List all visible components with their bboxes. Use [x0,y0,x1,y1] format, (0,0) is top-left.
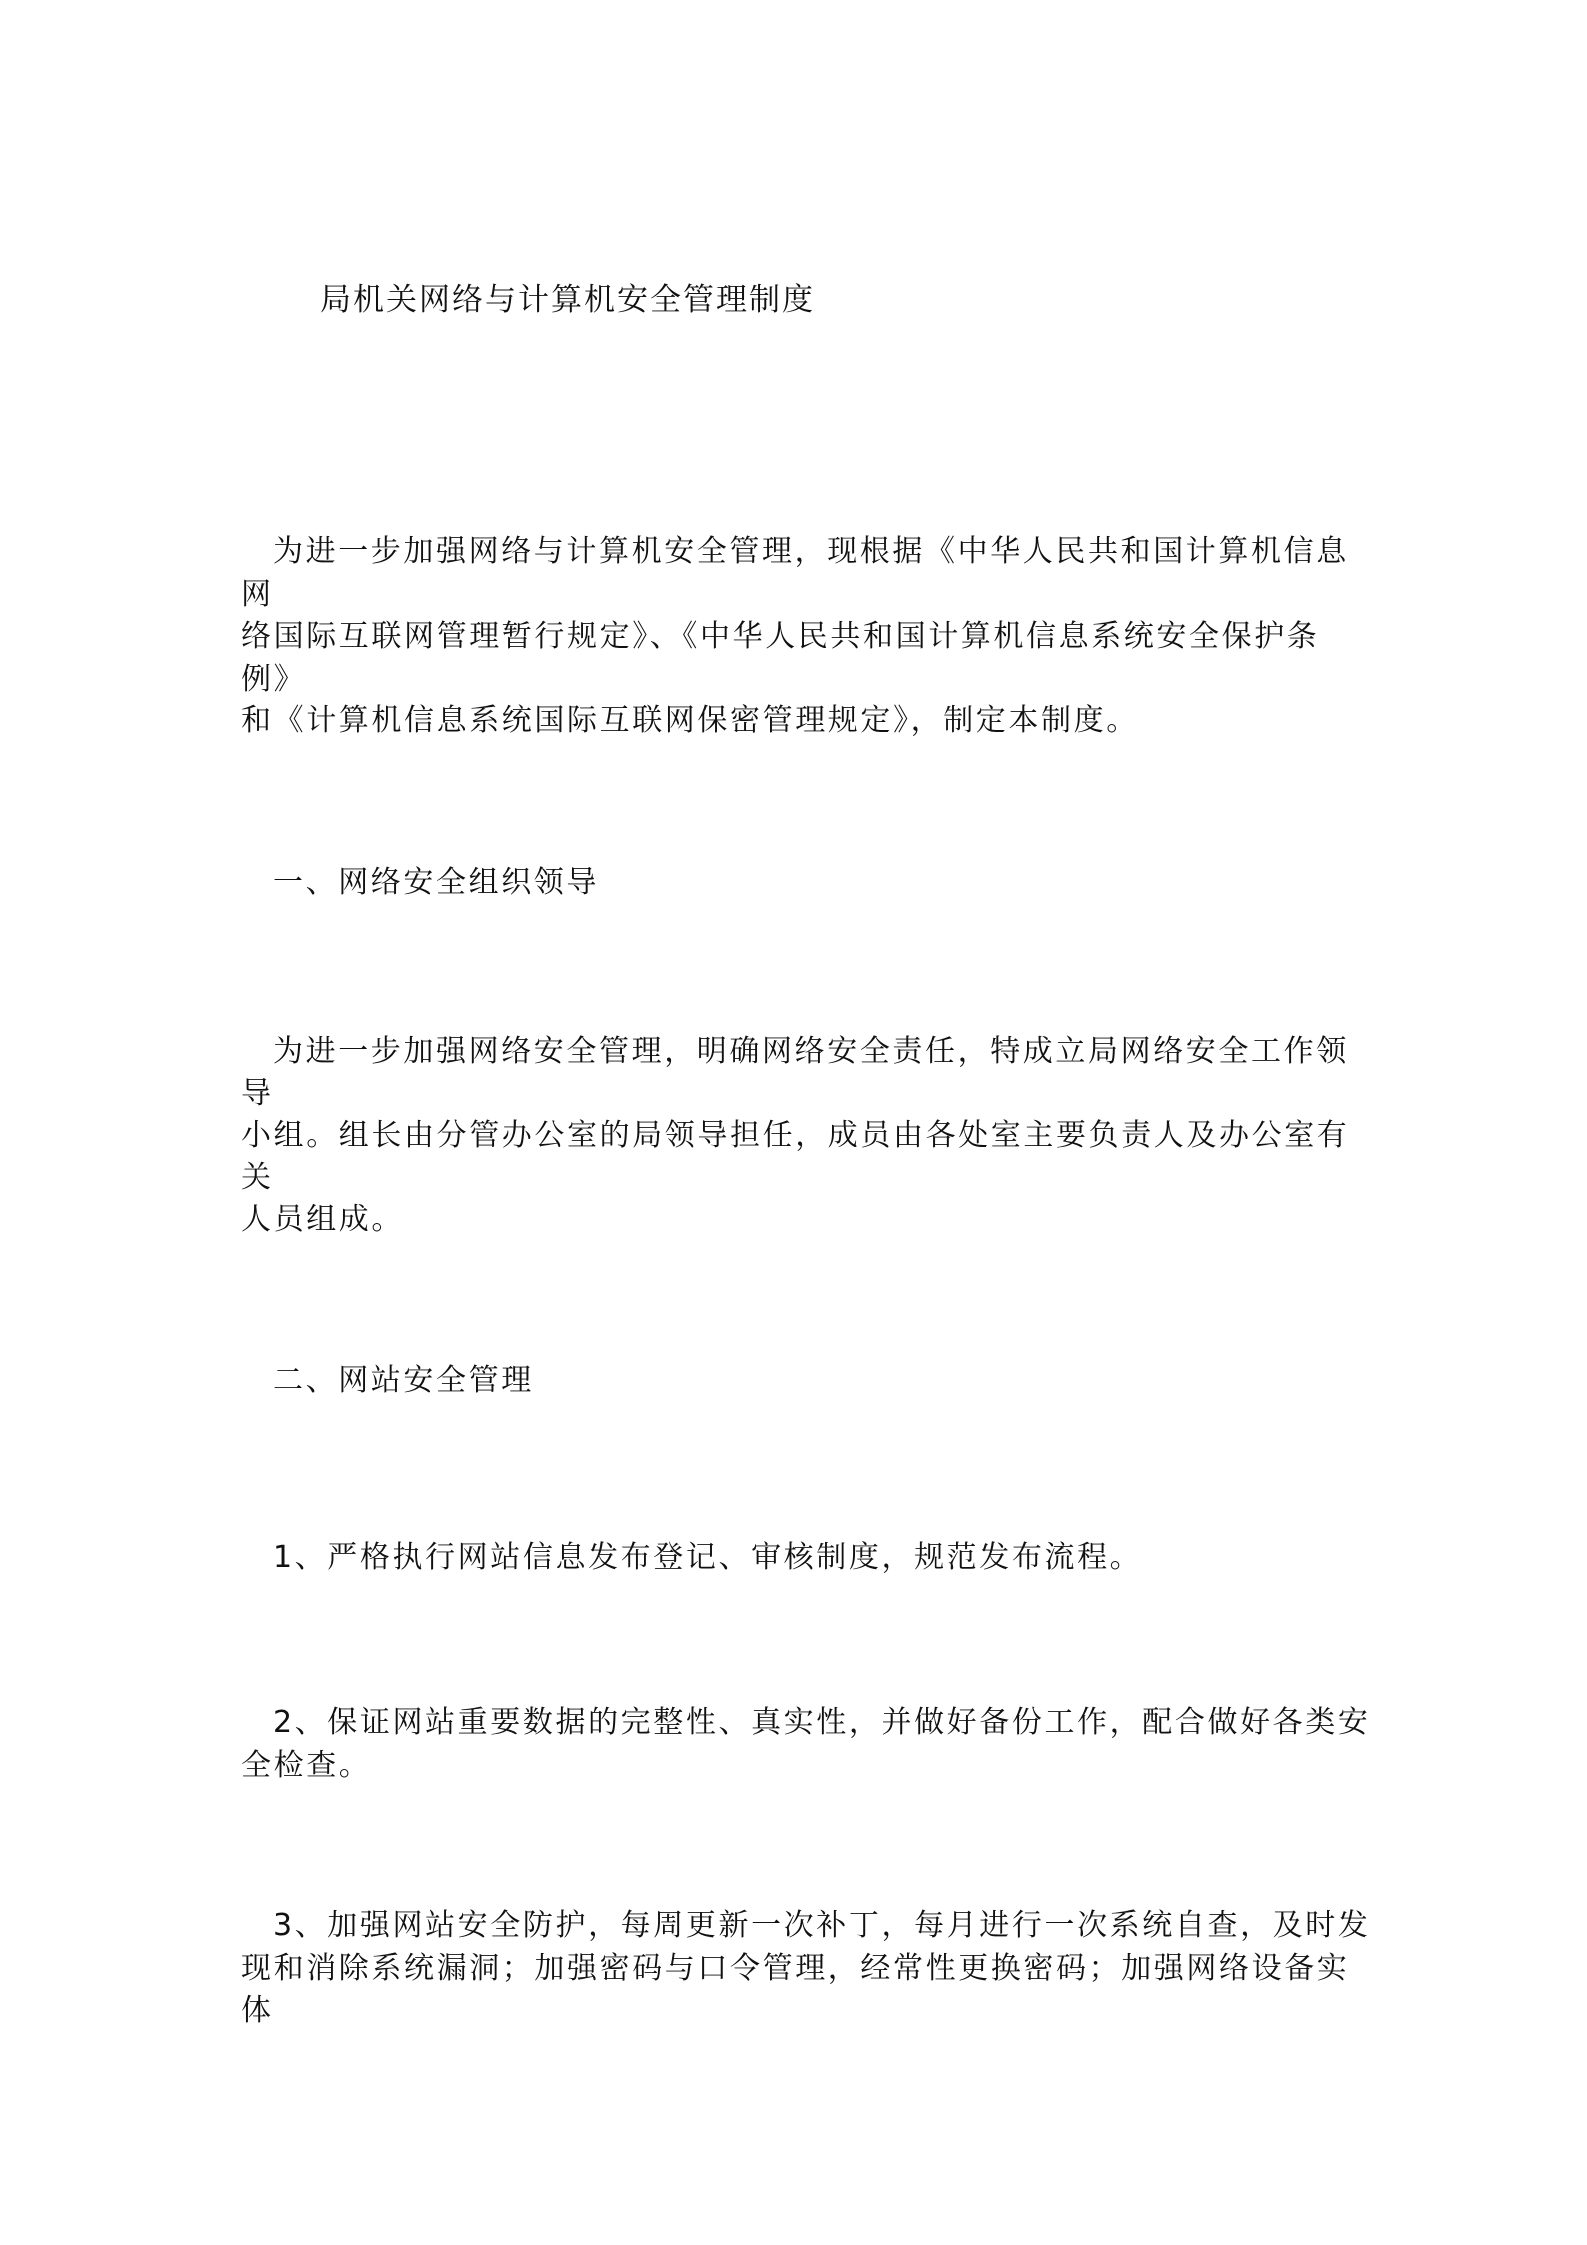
section-heading: 二、网站安全管理 [273,1363,534,1398]
document-title: 局机关网络与计算机安全管理制度 [320,282,815,318]
paragraph-line: 体 [241,1993,274,2028]
intro-line: 例》 [241,662,307,697]
paragraph-line: 全检查。 [241,1748,372,1783]
paragraph-line: 人员组成。 [241,1202,404,1237]
section-heading: 一、网络安全组织领导 [273,865,599,900]
paragraph-line: 关 [241,1160,274,1195]
intro-line: 和《计算机信息系统国际互联网保密管理规定》，制定本制度。 [241,703,1139,738]
paragraph-line: 为进一步加强网络安全管理，明确网络安全责任，特成立局网络安全工作领 [273,1034,1349,1069]
paragraph-line: 现和消除系统漏洞；加强密码与口令管理，经常性更换密码；加强网络设备实 [241,1951,1350,1986]
paragraph-line: 导 [241,1076,274,1111]
paragraph-line: 小组。组长由分管办公室的局领导担任，成员由各处室主要负责人及办公室有 [241,1118,1350,1153]
paragraph-line: 2、保证网站重要数据的完整性、真实性，并做好备份工作，配合做好各类安 [273,1705,1371,1740]
intro-line: 络国际互联网管理暂行规定》、《中华人民共和国计算机信息系统安全保护条 [241,619,1320,654]
paragraph-line: 3、加强网站安全防护，每周更新一次补丁，每月进行一次系统自查，及时发 [273,1908,1371,1943]
intro-line: 为进一步加强网络与计算机安全管理，现根据《中华人民共和国计算机信息 [273,534,1349,569]
intro-line: 网 [241,577,274,612]
paragraph-line: 1、严格执行网站信息发布登记、审核制度，规范发布流程。 [273,1540,1143,1575]
